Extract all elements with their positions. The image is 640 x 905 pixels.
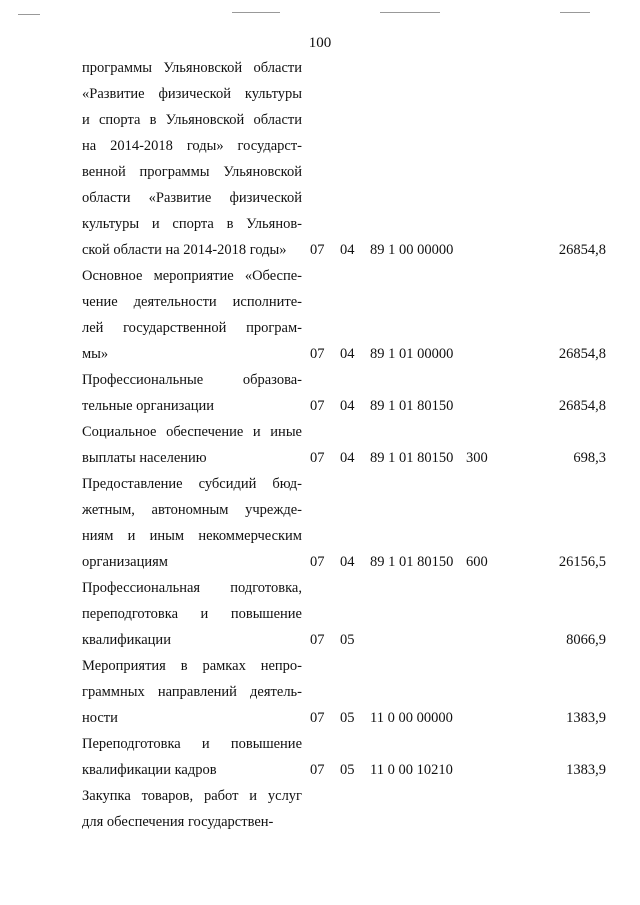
section-code: 07 bbox=[310, 346, 325, 362]
amount-value: 26854,8 bbox=[558, 398, 606, 414]
amount-value: 1383,9 bbox=[566, 762, 606, 778]
description-line: Профессиональная подготовка, bbox=[82, 580, 302, 596]
scan-speck bbox=[560, 12, 590, 13]
target-article-code: 89 1 00 00000 bbox=[370, 242, 454, 258]
subsection-code: 04 bbox=[340, 398, 355, 414]
target-article-code: 11 0 00 10210 bbox=[370, 762, 453, 778]
section-code: 07 bbox=[310, 710, 325, 726]
target-article-code: 89 1 01 00000 bbox=[370, 346, 454, 362]
subsection-code: 05 bbox=[340, 762, 355, 778]
target-article-code: 11 0 00 00000 bbox=[370, 710, 453, 726]
subsection-code: 04 bbox=[340, 554, 355, 570]
table-row bbox=[0, 575, 640, 653]
row-description bbox=[82, 263, 302, 367]
table-row bbox=[0, 783, 640, 835]
description-line: граммных направлений деятель- bbox=[82, 684, 302, 700]
amount-value: 1383,9 bbox=[566, 710, 606, 726]
description-line: жетным, автономным учрежде- bbox=[82, 502, 302, 518]
table-row bbox=[0, 731, 640, 783]
table-row bbox=[0, 471, 640, 575]
description-line: Закупка товаров, работ и услуг bbox=[82, 788, 302, 804]
description-line: Мероприятия в рамках непро- bbox=[82, 658, 302, 674]
table-row bbox=[0, 55, 640, 263]
expense-type-code: 600 bbox=[466, 554, 488, 570]
description-line: Основное мероприятие «Обеспе- bbox=[82, 268, 302, 284]
scan-speck bbox=[380, 12, 440, 13]
description-line: на 2014-2018 годы» государст- bbox=[82, 138, 302, 154]
row-description bbox=[82, 783, 302, 835]
page-number: 100 bbox=[308, 35, 332, 51]
description-line: квалификации bbox=[82, 632, 171, 648]
target-article-code: 89 1 01 80150 bbox=[370, 450, 454, 466]
section-code: 07 bbox=[310, 762, 325, 778]
amount-value: 8066,9 bbox=[566, 632, 606, 648]
expense-type-code: 300 bbox=[466, 450, 488, 466]
subsection-code: 05 bbox=[340, 632, 355, 648]
table-row bbox=[0, 367, 640, 419]
section-code: 07 bbox=[310, 242, 325, 258]
description-line: культуры и спорта в Ульянов- bbox=[82, 216, 302, 232]
description-line: Предоставление субсидий бюд- bbox=[82, 476, 302, 492]
scan-speck bbox=[232, 12, 280, 13]
table-row bbox=[0, 419, 640, 471]
row-description bbox=[82, 419, 302, 471]
subsection-code: 05 bbox=[340, 710, 355, 726]
row-description bbox=[82, 367, 302, 419]
scan-speck bbox=[18, 14, 40, 15]
amount-value: 26156,5 bbox=[558, 554, 606, 570]
subsection-code: 04 bbox=[340, 242, 355, 258]
description-line: Социальное обеспечение и иные bbox=[82, 424, 302, 440]
description-line: программы Ульяновской области bbox=[82, 60, 302, 76]
row-description bbox=[82, 575, 302, 653]
description-line: ниям и иным некоммерческим bbox=[82, 528, 302, 544]
description-line: и спорта в Ульяновской области bbox=[82, 112, 302, 128]
section-code: 07 bbox=[310, 632, 325, 648]
row-description bbox=[82, 471, 302, 575]
description-line: Профессиональные образова- bbox=[82, 372, 302, 388]
description-line: лей государственной програм- bbox=[82, 320, 302, 336]
amount-value: 698,3 bbox=[573, 450, 606, 466]
description-line: чение деятельности исполните- bbox=[82, 294, 302, 310]
description-line: квалификации кадров bbox=[82, 762, 217, 778]
section-code: 07 bbox=[310, 450, 325, 466]
amount-value: 26854,8 bbox=[558, 242, 606, 258]
target-article-code: 89 1 01 80150 bbox=[370, 398, 454, 414]
description-line: области «Развитие физической bbox=[82, 190, 302, 206]
row-description bbox=[82, 731, 302, 783]
description-line: для обеспечения государствен- bbox=[82, 814, 274, 830]
description-line: ности bbox=[82, 710, 118, 726]
description-line: организациям bbox=[82, 554, 168, 570]
description-line: венной программы Ульяновской bbox=[82, 164, 302, 180]
table-row bbox=[0, 263, 640, 367]
target-article-code: 89 1 01 80150 bbox=[370, 554, 454, 570]
subsection-code: 04 bbox=[340, 346, 355, 362]
table-row bbox=[0, 653, 640, 731]
section-code: 07 bbox=[310, 398, 325, 414]
description-line: выплаты населению bbox=[82, 450, 207, 466]
amount-value: 26854,8 bbox=[558, 346, 606, 362]
description-line: Переподготовка и повышение bbox=[82, 736, 302, 752]
row-description bbox=[82, 653, 302, 731]
description-line: ской области на 2014-2018 годы» bbox=[82, 242, 287, 258]
description-line: тельные организации bbox=[82, 398, 215, 414]
description-line: переподготовка и повышение bbox=[82, 606, 302, 622]
description-line: мы» bbox=[82, 346, 109, 362]
subsection-code: 04 bbox=[340, 450, 355, 466]
row-description bbox=[82, 55, 302, 263]
description-line: «Развитие физической культуры bbox=[82, 86, 302, 102]
section-code: 07 bbox=[310, 554, 325, 570]
